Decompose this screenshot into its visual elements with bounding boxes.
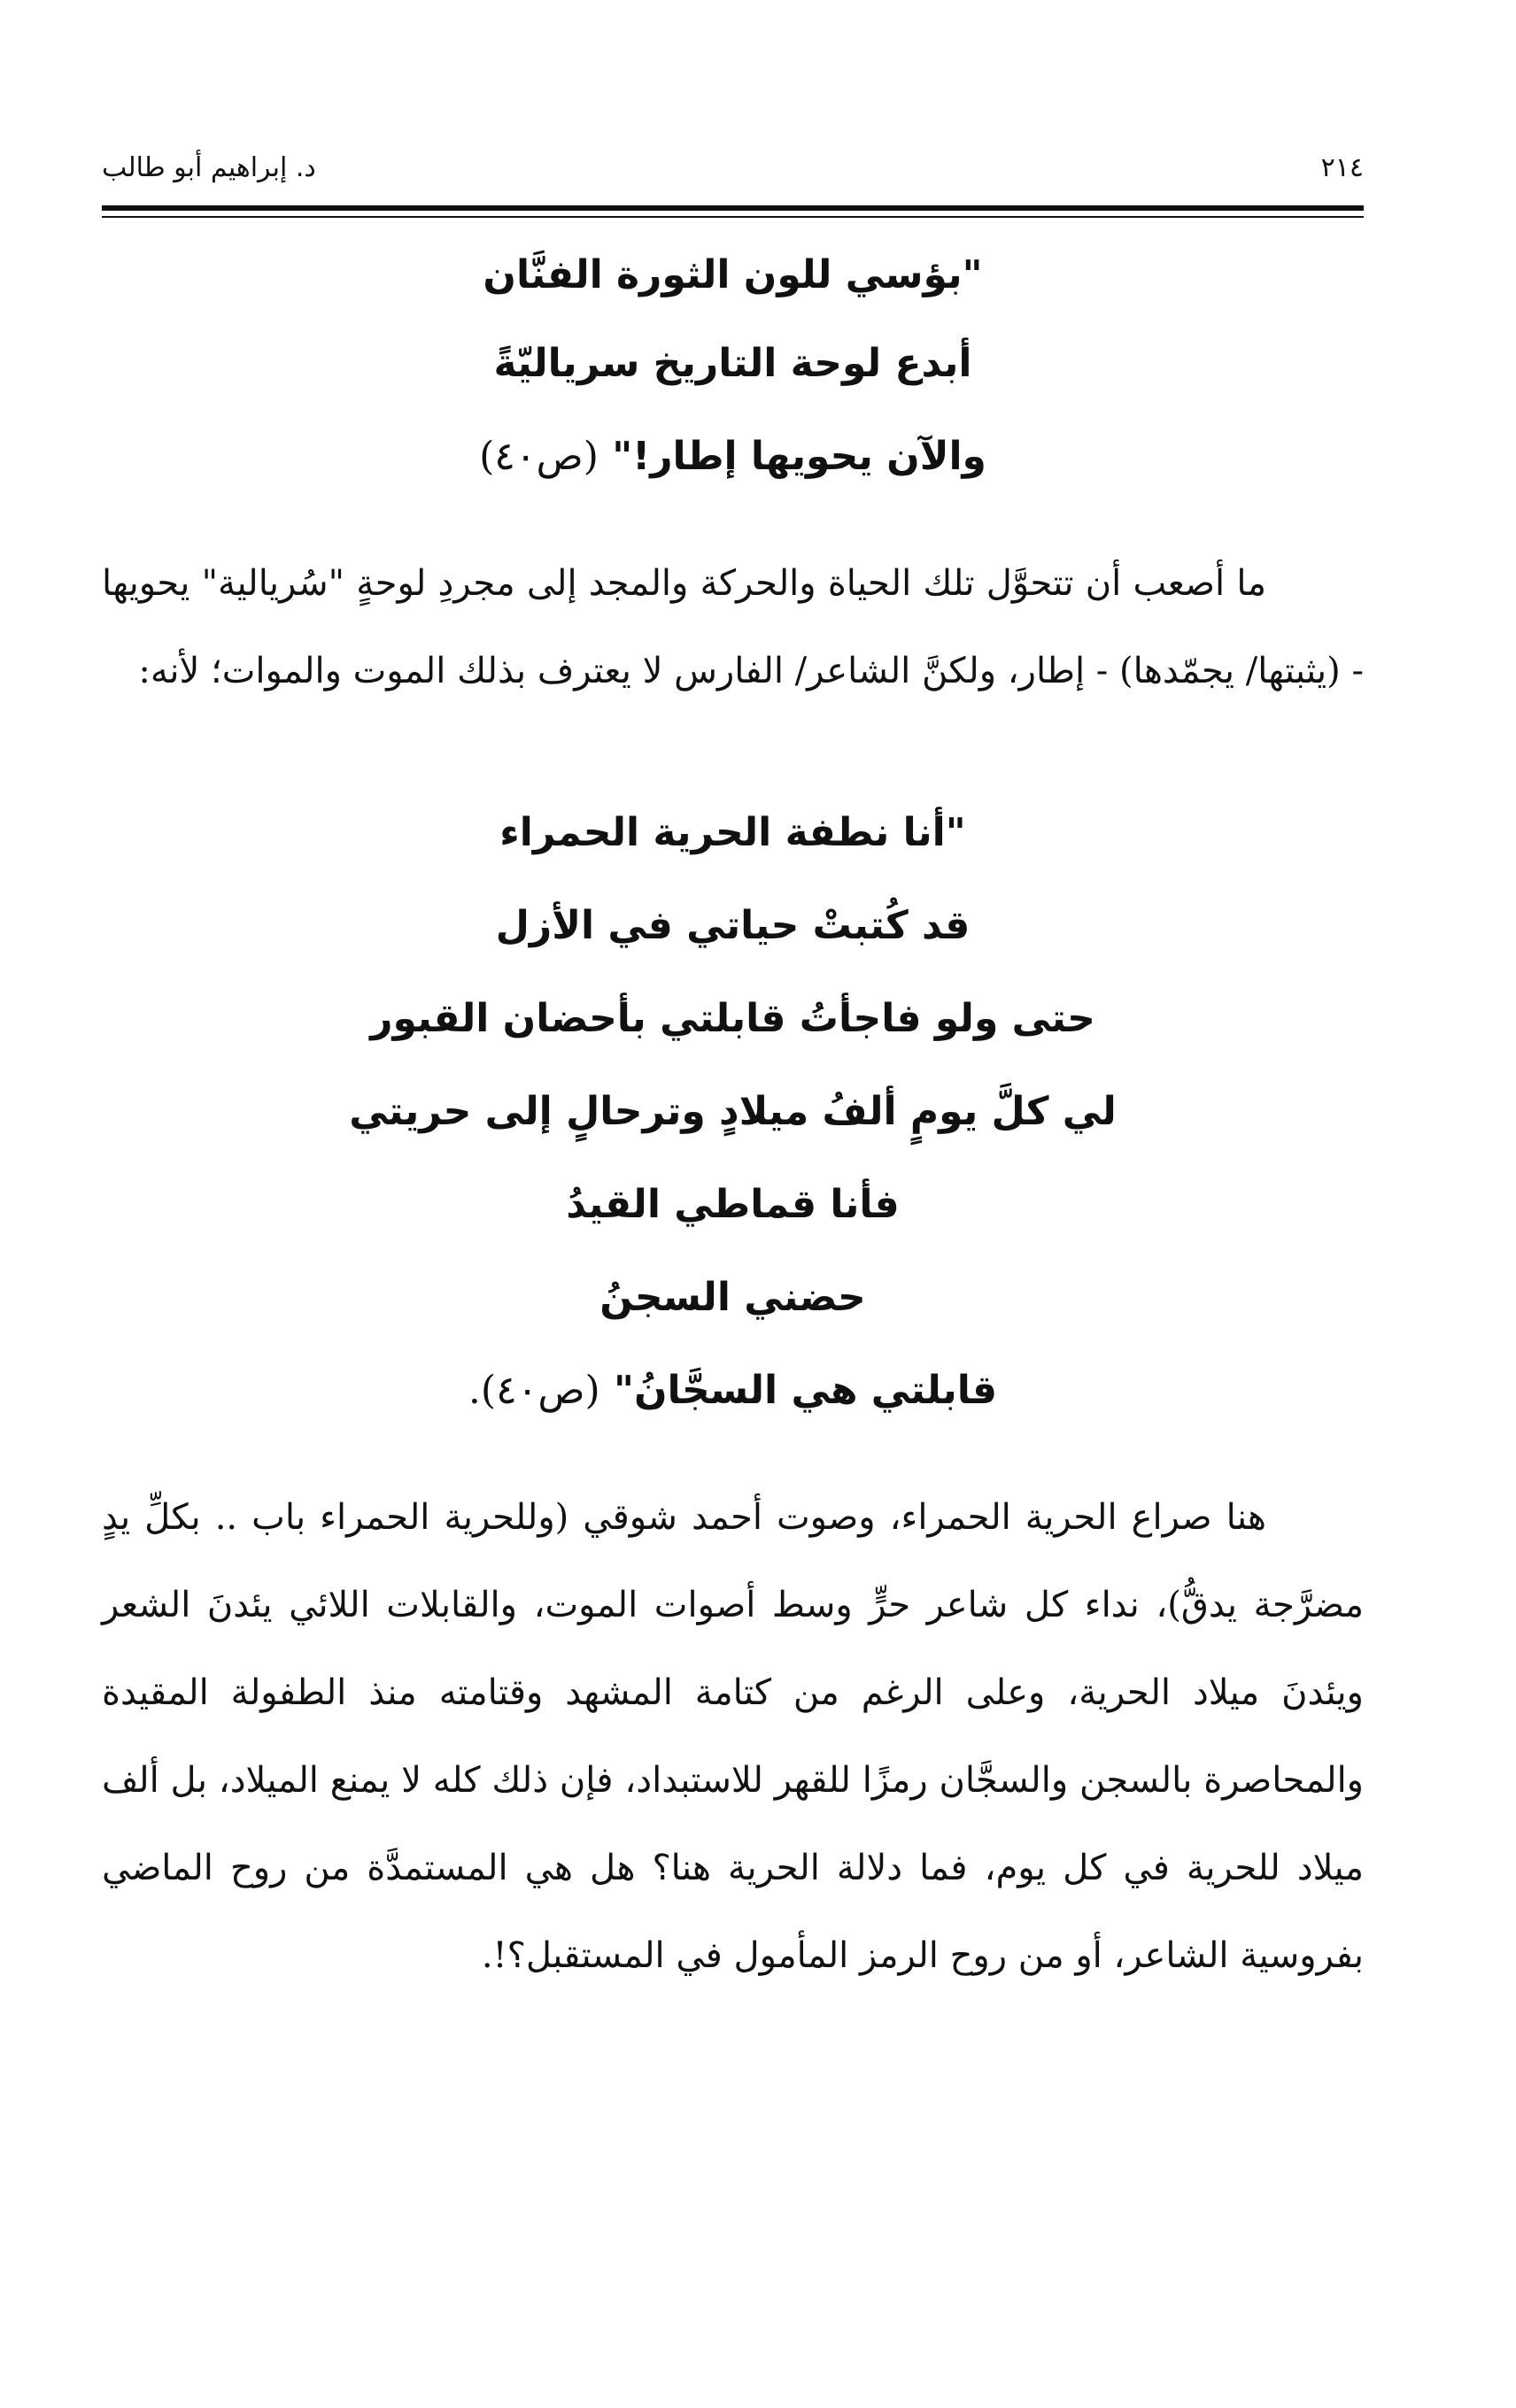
paragraph <box>102 540 1364 715</box>
paragraph-text: ما أصعب أن تتحوَّل تلك الحياة والحركة والمجد إلى مجردِ لوحةٍ "سُريالية" يحويها - (يثبتها/ يجمّدها) - إطار، ولكنَّ الشاعر/ الفارس لا يعترف بذلك الموت والموات؛ لأنه: <box>102 563 1364 691</box>
verse-text: والآن يحويها إطار!" <box>612 434 986 479</box>
verse-line: أبدع لوحة التاريخ سرياليّةً <box>493 341 972 386</box>
verse-line: لي كلَّ يومٍ ألفُ ميلادٍ وترحالٍ إلى حريتي <box>349 1089 1117 1134</box>
verse-line: "أنا نطفة الحرية الحمراء <box>499 810 966 855</box>
page-reference: (ص٤٠) <box>479 434 599 479</box>
paragraph-text: هنا صراع الحرية الحمراء، وصوت أحمد شوقي (وللحرية الحمراء باب .. بكلِّ يدٍ مضرَّجة يدقُّ)، نداء كل شاعر حرٍّ وسط أصوات الموت، والقابلات اللائي يئدنَ الشعر ويئدنَ ميلاد الحرية، وعلى الرغم من كتامة المشهد وقتامته منذ الطفولة المقيدة والمحاصرة بالسجن والسجَّان رمزًا للقهر للاستبداد، فإن ذلك كله لا يمنع الميلاد، بل ألف ميلاد للحرية في كل يوم، فما دلالة الحرية هنا؟ هل هي المستمدَّة من روح الماضي بفروسية الشاعر، أو من روح الرمز المأمول في المستقبل؟!. <box>102 1497 1364 1976</box>
verse-line <box>102 1368 1364 1413</box>
paragraph <box>102 1474 1364 2000</box>
page-number: ٢١٤ <box>1320 152 1364 183</box>
page-reference: (ص٤٠). <box>468 1368 600 1413</box>
header-rule-thin <box>102 216 1364 218</box>
verse-line: حتى ولو فاجأتُ قابلتي بأحضان القبور <box>370 996 1095 1041</box>
verse-line <box>102 434 1364 479</box>
running-author: د. إبراهيم أبو طالب <box>102 152 316 183</box>
verse-line: حضني السجنُ <box>599 1275 866 1320</box>
running-header <box>102 152 1364 197</box>
header-rule-thick <box>102 205 1364 211</box>
verse-line: "بؤسي للون الثورة الفنَّان <box>483 252 983 297</box>
verse-line: فأنا قماطي القيدُ <box>566 1182 900 1227</box>
verse-text: قابلتي هي السجَّانُ" <box>614 1368 998 1413</box>
book-page <box>102 0 1364 2408</box>
verse-line: قد كُتبتْ حياتي في الأزل <box>495 903 971 948</box>
